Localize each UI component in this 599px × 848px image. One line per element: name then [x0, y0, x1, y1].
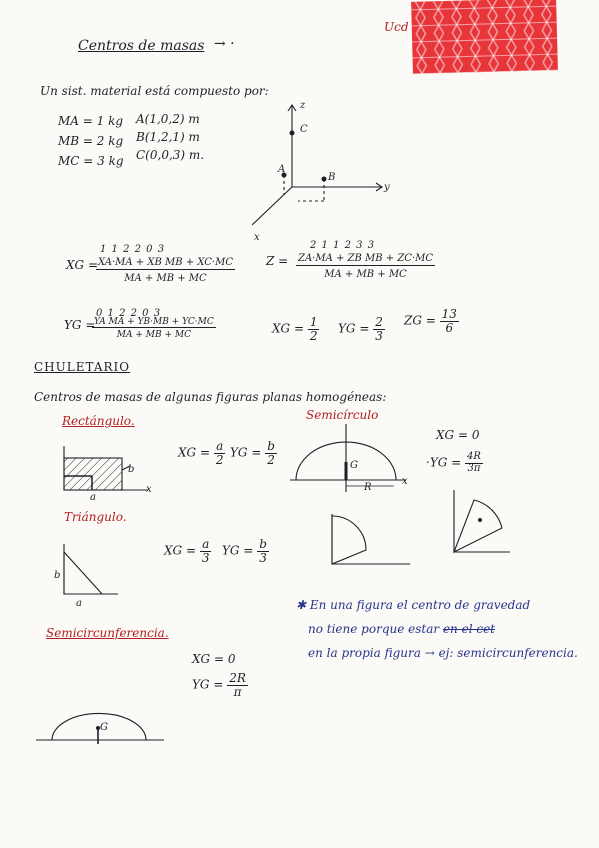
point-b: B(1,2,1) m — [136, 130, 200, 144]
zg-numerator: ZA·MA + ZB MB + ZC·MC — [298, 253, 434, 264]
triangle-xg — [164, 538, 211, 564]
mass-b: MB = 2 kg — [58, 134, 124, 148]
mass-a: MA = 1 kg — [58, 114, 124, 128]
semicirc-title: Semicircunferencia. — [46, 626, 169, 640]
semicircle-yg-den: 3π — [467, 462, 481, 474]
xg-formula — [96, 258, 235, 284]
result-yg — [338, 316, 385, 342]
intro-sentence: Un sist. material está compuesto por: — [40, 84, 269, 98]
rectangle-shape — [64, 458, 122, 490]
xg-substituted-values: 1 1 2 2 0 3 — [100, 244, 166, 255]
rect-x-label: x — [146, 484, 152, 495]
result-zg-num: 13 — [441, 307, 457, 321]
yg-denominator: MA + MB + MC — [116, 330, 191, 341]
semicircle-yg-label: ·YG = — [426, 455, 462, 470]
result-xg-num: 1 — [309, 315, 318, 329]
xg-numerator: XA·MA + XB MB + XC·MC — [98, 257, 233, 268]
semicircle-yg-num: 4R — [467, 451, 481, 462]
semicirc-g-label: G — [100, 722, 108, 733]
semicirc-yg-den: π — [233, 684, 242, 699]
point-a: A(1,0,2) m — [136, 112, 200, 126]
corner-tab — [411, 0, 558, 74]
page-title: Centros de masas — [78, 38, 205, 54]
triangle-yg-num: b — [259, 537, 267, 551]
semicircle-x-label: x — [402, 476, 408, 487]
semicircle-title: Semicírculo — [306, 408, 379, 422]
point-c: C(0,0,3) m. — [136, 148, 205, 162]
semicircle-g-label: G — [350, 460, 358, 471]
yg-numerator: YA MA + YB·MB + YC·MC — [94, 317, 214, 327]
result-yg-num: 2 — [375, 315, 383, 329]
semicirc-yg-num: 2R — [229, 671, 246, 685]
triangle-yg — [222, 538, 269, 564]
semicirc-yg-label: YG = — [192, 677, 224, 692]
c-point-label: C — [300, 124, 308, 135]
triangle-xg-den: 3 — [201, 550, 210, 565]
rect-xg-label: XG = — [178, 445, 210, 460]
triangle-xg-num: a — [202, 537, 210, 551]
corner-tag-text: Ucd — [384, 20, 409, 34]
rect-xg-den: 2 — [215, 452, 224, 467]
y-axis-label: y — [384, 182, 390, 193]
rect-yg-den: 2 — [267, 452, 275, 467]
result-yg-den: 3 — [375, 328, 383, 343]
note-line-1: ✱ En una figura el centro de gravedad — [296, 598, 531, 612]
zg-substituted-values: 2 1 1 2 3 3 — [310, 240, 376, 251]
xg-formula-label: XG = — [66, 258, 98, 272]
rect-yg-num: b — [267, 439, 275, 453]
yg-substituted-values: 0 1 2 2 0 3 — [96, 308, 162, 319]
quarter-circle-right-diagram — [440, 488, 520, 562]
note-line-3: en la propia figura → ej: semicircunferencia. — [308, 646, 578, 660]
yg-formula — [92, 318, 216, 341]
result-yg-label: YG = — [338, 321, 370, 336]
a-point-label: A — [278, 164, 286, 175]
result-zg-label: ZG = — [404, 313, 436, 328]
semicirc-yg — [192, 672, 248, 698]
rect-xg — [178, 440, 225, 466]
rect-yg — [230, 440, 277, 466]
result-xg-label: XG = — [272, 321, 304, 336]
rectangle-diagram — [56, 444, 156, 504]
semicircle-xg: XG = 0 — [436, 428, 480, 442]
triangle-shape — [64, 552, 102, 594]
rect-a-label: a — [90, 492, 96, 503]
triangle-diagram — [56, 538, 126, 608]
z-axis-label: z — [300, 100, 306, 111]
quarter-circle-left-diagram — [318, 508, 418, 574]
rect-b-label: b — [128, 464, 135, 475]
rect-xg-num: a — [216, 439, 224, 453]
result-xg-den: 2 — [309, 328, 318, 343]
triangle-yg-den: 3 — [259, 550, 267, 565]
result-zg-den: 6 — [445, 320, 454, 335]
chuletario-subtitle: Centros de masas de algunas figuras planas homogéneas: — [34, 390, 387, 404]
x-axis — [252, 187, 292, 225]
rect-yg-label: YG = — [230, 445, 262, 460]
note-line-2 — [308, 622, 495, 636]
chuletario-heading: CHULETARIO — [34, 360, 131, 374]
zg-formula — [296, 254, 435, 280]
x-axis-label: x — [254, 232, 260, 243]
zg-denominator: MA + MB + MC — [324, 268, 407, 280]
result-xg — [272, 316, 319, 342]
semicircle-diagram — [290, 420, 410, 494]
triangle-a-label: a — [76, 598, 82, 609]
note-line-2-text: no tiene porque estar — [308, 622, 440, 636]
triangle-title: Triángulo. — [64, 510, 127, 524]
point-c-dot — [290, 131, 295, 136]
title-arrow: → · — [214, 36, 235, 52]
semicircle-r-label: R — [364, 482, 372, 493]
xg-denominator: MA + MB + MC — [124, 272, 207, 284]
b-point-label: B — [328, 172, 336, 183]
note-struck-text: en el cet — [442, 622, 495, 636]
result-zg — [404, 308, 459, 334]
triangle-b-label: b — [54, 570, 61, 581]
semicircle-yg — [426, 452, 483, 474]
triangle-xg-label: XG = — [164, 543, 196, 558]
note-line-1-text: En una figura el centro de gravedad — [309, 598, 531, 612]
axes-3d-diagram — [240, 95, 400, 245]
yg-formula-label: YG = — [64, 318, 96, 332]
zg-formula-label: Z = — [266, 254, 289, 268]
semicirc-xg: XG = 0 — [192, 652, 236, 666]
triangle-yg-label: YG = — [222, 543, 254, 558]
rect-title: Rectángulo. — [62, 414, 135, 428]
mass-c: MC = 3 kg — [58, 154, 124, 168]
